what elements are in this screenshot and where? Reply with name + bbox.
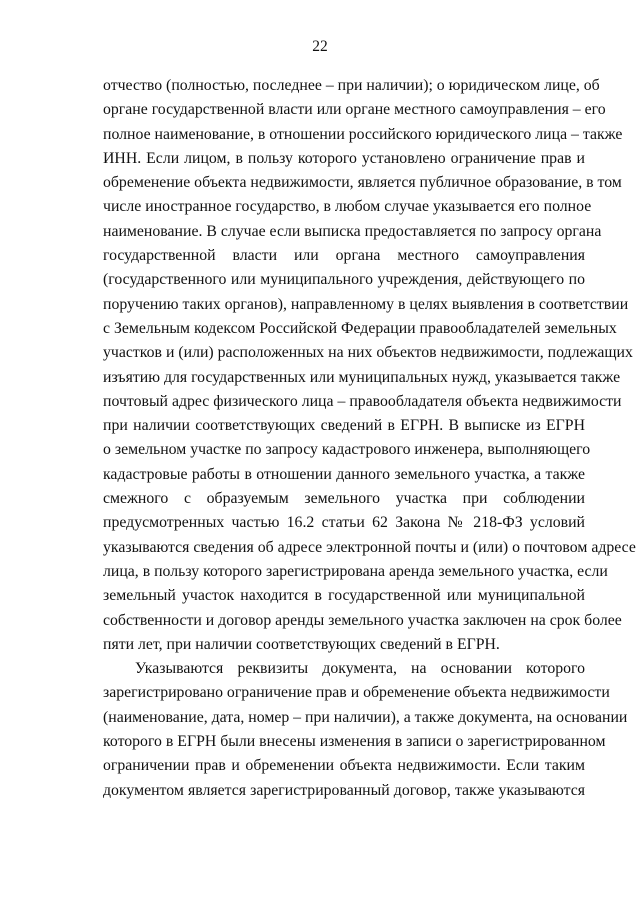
text-line: пяти лет, при наличии соответствующих сведений в ЕГРН. <box>103 635 500 653</box>
text-line: при наличии соответствующих сведений в ЕГРН. В выписке из ЕГРН <box>103 417 585 435</box>
text-line: почтовый адрес физического лица – правообладателя объекта недвижимости <box>103 392 622 410</box>
text-line: ограничении прав и обременении объекта недвижимости. Если таким <box>103 757 585 775</box>
text-line: которого в ЕГРН были внесены изменения в записи о зарегистрированном <box>103 733 606 751</box>
text-line: участков и (или) расположенных на них объектов недвижимости, подлежащих <box>103 344 633 362</box>
text-line: полное наименование, в отношении российского юридического лица – также <box>103 125 623 143</box>
text-line: числе иностранное государство, в любом случае указывается его полное <box>103 198 592 216</box>
text-line: лица, в пользу которого зарегистрирована аренда земельного участка, если <box>103 562 608 580</box>
text-line: указываются сведения об адресе электронной почты и (или) о почтовом адресе <box>103 538 636 556</box>
text-line: органе государственной власти или органе местного самоуправления – его <box>103 101 606 119</box>
text-line: собственности и договор аренды земельного участка заключен на срок более <box>103 611 622 629</box>
text-line: предусмотренных частью 16.2 статьи 62 Закона № 218-ФЗ условий <box>103 514 585 532</box>
page-number: 22 <box>312 38 328 55</box>
text-line: ИНН. Если лицом, в пользу которого установлено ограничение прав и <box>103 149 585 167</box>
text-line: с Земельным кодексом Российской Федерации правообладателей земельных <box>103 319 617 337</box>
paragraph-1 <box>103 74 636 657</box>
text-line: наименование. В случае если выписка предоставляется по запросу органа <box>103 222 602 240</box>
text-line: (наименование, дата, номер – при наличии), а также документа, на основании <box>103 708 628 726</box>
text-line: обременение объекта недвижимости, является публичное образование, в том <box>103 174 622 192</box>
text-line: Указываются реквизиты документа, на основании которого <box>135 660 585 678</box>
text-line: зарегистрировано ограничение прав и обременение объекта недвижимости <box>103 684 610 702</box>
text-line: (государственного или муниципального учреждения, действующего по <box>103 271 585 289</box>
paragraph-2 <box>103 657 628 803</box>
text-line: документом является зарегистрированный договор, также указываются <box>103 781 585 799</box>
text-line: поручению таких органов), направленному в целях выявления в соответствии <box>103 295 629 313</box>
text-line: земельный участок находится в государственной или муниципальной <box>103 587 585 605</box>
text-line: государственной власти или органа местного самоуправления <box>103 247 585 265</box>
text-line: смежного с образуемым земельного участка при соблюдении <box>103 490 585 508</box>
body-text <box>103 74 636 803</box>
text-line: о земельном участке по запросу кадастрового инженера, выполняющего <box>103 441 591 459</box>
text-line: отчество (полностью, последнее – при наличии); о юридическом лице, об <box>103 77 600 94</box>
text-line: кадастровые работы в отношении данного земельного участка, а также <box>103 465 585 483</box>
text-line: изъятию для государственных или муниципальных нужд, указывается также <box>103 368 621 386</box>
